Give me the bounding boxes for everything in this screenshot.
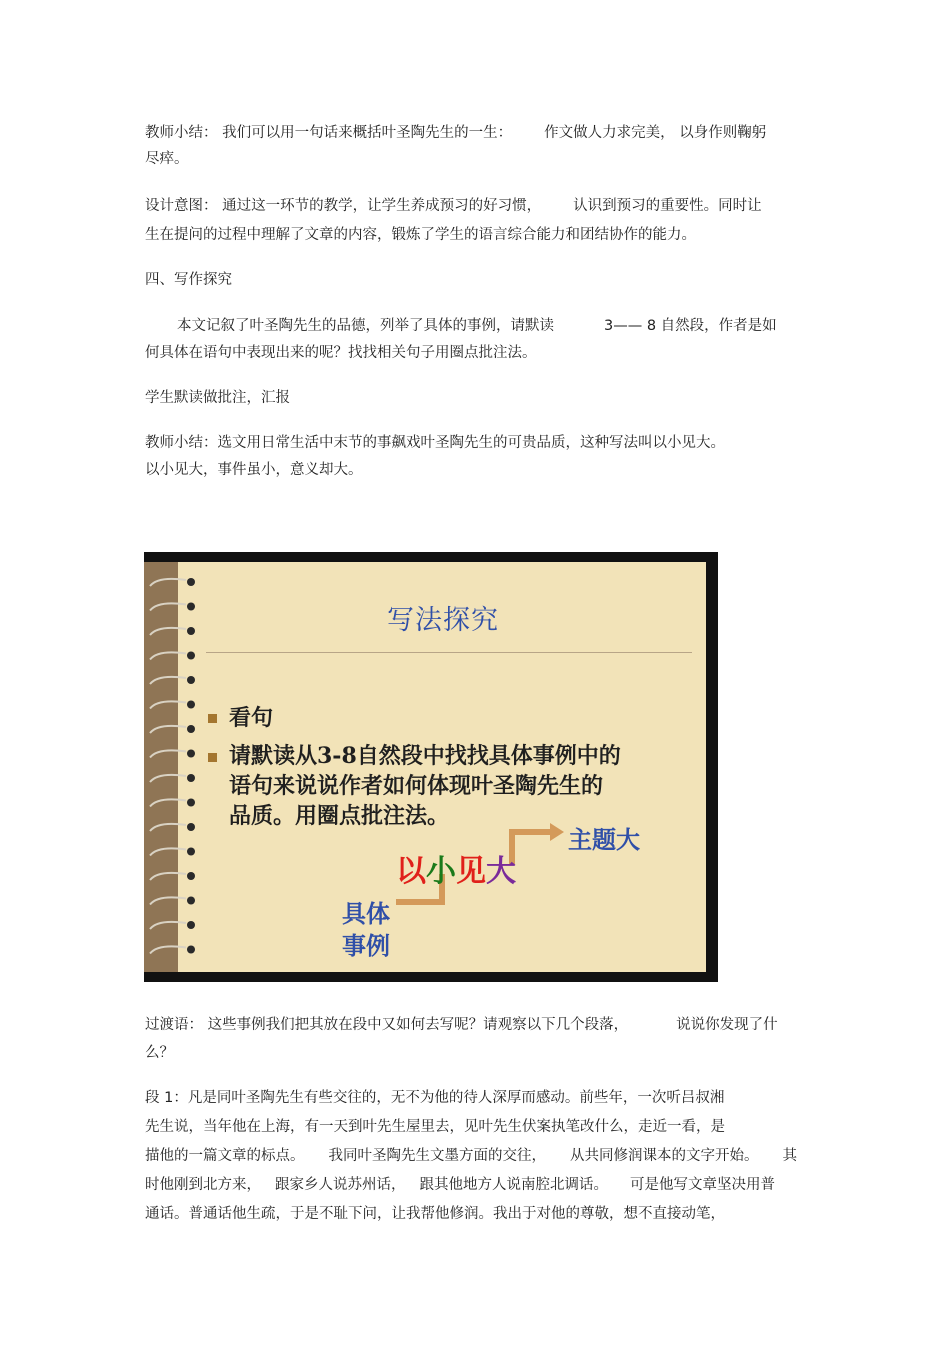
- yi-xiao-jian-da: [396, 846, 516, 890]
- text-segment: 尽瘁。: [145, 151, 189, 167]
- text-segment: 3—— 8 自然段，作者是如: [604, 318, 777, 334]
- paragraph-1-line2: [145, 1117, 725, 1137]
- paragraph-student-activity: [145, 388, 290, 408]
- paragraph-1-line5: [145, 1204, 725, 1224]
- text-segment: 描他的一篇文章的标点。: [145, 1148, 305, 1164]
- paragraph-writing-inquiry: [177, 316, 777, 336]
- arrow-to-theme-icon: [512, 832, 552, 864]
- text-segment: 学生默读做批注，汇报: [145, 390, 290, 406]
- slide-image: [144, 552, 718, 982]
- paragraph-design-intent: [145, 196, 762, 216]
- text-segment: 何具体在语句中表现出来的呢？找找相关句子用圈点批注法。: [145, 345, 537, 361]
- text-segment: 可是他写文章坚决用普: [630, 1177, 775, 1193]
- text-segment: 教师小结：选文用日常生活中末节的事飙戏叶圣陶先生的可贵品质，这种写法叫以小见大。: [145, 435, 725, 451]
- slide-bullet-1: 看句: [229, 705, 274, 731]
- text-segment: 我同叶圣陶先生文墨方面的交往，: [328, 1148, 546, 1164]
- text-segment: 其: [782, 1148, 797, 1164]
- paragraph-writing-inquiry-cont: [145, 343, 537, 363]
- char-yi: 以: [396, 854, 426, 889]
- specific-example-line2: 事例: [342, 931, 390, 960]
- paragraph-transition: [145, 1015, 778, 1035]
- theme-big-label: 主题大: [568, 825, 640, 854]
- text-segment: 段 1：凡是同叶圣陶先生有些交往的，无不为他的待人深厚而感动。前些年，一次听吕叔湘: [145, 1090, 725, 1106]
- text-segment: 从共同修润课本的文字开始。: [570, 1148, 759, 1164]
- text-segment: 作文做人力求完美， 以身作则鞠躬: [544, 125, 767, 141]
- paragraph-1-line1: [145, 1088, 724, 1108]
- text-segment: 么？: [145, 1045, 174, 1061]
- char-da: 大: [486, 854, 516, 889]
- paragraph-design-intent-cont: [145, 225, 696, 245]
- text-segment: 跟家乡人说苏州话，: [275, 1177, 406, 1193]
- paragraph-teacher-summary-2: [145, 433, 725, 453]
- text-segment: 时他刚到北方来，: [145, 1177, 261, 1193]
- text-segment: 过渡语： 这些事例我们把其放在段中又如何去写呢？请观察以下几个段落，: [145, 1017, 629, 1033]
- paragraph-1-line4: [145, 1175, 775, 1195]
- text-segment: 认识到预习的重要性。同时让: [573, 198, 762, 214]
- text-segment: 说说你发现了什: [676, 1017, 778, 1033]
- slide-title: 写法探究: [387, 605, 499, 636]
- char-jian: 见: [456, 854, 486, 889]
- paragraph-1-line3: [145, 1146, 797, 1166]
- text-segment: 通话。普通话他生疏，于是不耻下问，让我帮他修润。我出于对他的尊敬，想不直接动笔，: [145, 1206, 725, 1222]
- slide-bullet-2-line1: 请默读从3-8自然段中找找具体事例中的: [229, 743, 621, 769]
- section-heading: [145, 270, 232, 290]
- paragraph-teacher-summary-cont: [145, 149, 189, 169]
- paragraph-teacher-summary: [145, 123, 766, 143]
- text-segment: 四、写作探究: [145, 272, 232, 288]
- text-segment: 本文记叙了叶圣陶先生的品德，列举了具体的事例，请默读: [177, 318, 554, 334]
- text-segment: 以小见大，事件虽小，意义却大。: [145, 462, 363, 478]
- arrow-head-icon: [550, 823, 564, 841]
- slide-bullet-2-line2: 语句来说说作者如何体现叶圣陶先生的: [229, 773, 604, 799]
- char-xiao: 小: [426, 854, 456, 889]
- text-segment: 教师小结： 我们可以用一句话来概括叶圣陶先生的一生：: [145, 125, 513, 141]
- text-segment: 设计意图： 通过这一环节的教学，让学生养成预习的好习惯，: [145, 198, 542, 214]
- slide-bullet-2-line3: 品质。用圈点批注法。: [229, 803, 450, 829]
- arrows-diagram: [144, 562, 706, 972]
- paragraph-teacher-summary-2-cont: [145, 460, 363, 480]
- text-segment: 先生说，当年他在上海，有一天到叶先生屋里去，见叶先生伏案执笔改什么，走近一看，是: [145, 1119, 725, 1135]
- paragraph-transition-cont: [145, 1043, 174, 1063]
- slide-background: [144, 562, 706, 972]
- specific-example-line1: 具体: [342, 899, 390, 928]
- text-segment: 跟其他地方人说南腔北调话。: [419, 1177, 608, 1193]
- text-segment: 生在提问的过程中理解了文章的内容，锻炼了学生的语言综合能力和团结协作的能力。: [145, 227, 696, 243]
